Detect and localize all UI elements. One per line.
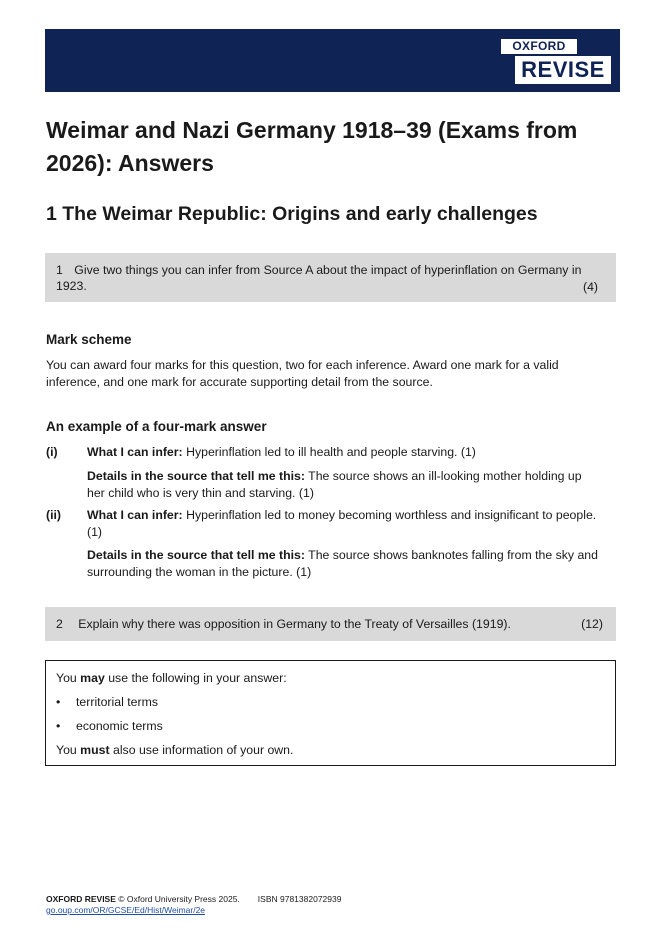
logo-revise-text: REVISE <box>515 56 611 84</box>
footer-isbn: ISBN 9781382072939 <box>257 894 342 904</box>
guidance-outro-bold: must <box>80 743 110 757</box>
guidance-box <box>45 660 616 766</box>
oxford-revise-logo <box>501 39 611 84</box>
guidance-intro-pre: You <box>56 671 81 685</box>
mark-scheme-heading: Mark scheme <box>46 332 132 347</box>
footer-brand: OXFORD REVISE <box>46 894 116 904</box>
question-number: 1 <box>56 263 63 277</box>
bullet-item: economic terms <box>76 719 163 733</box>
logo-oxford-text: OXFORD <box>501 39 577 54</box>
header-banner <box>45 29 620 92</box>
guidance-outro-pre: You <box>56 743 81 757</box>
details-label: Details in the source that tell me this: <box>87 469 305 483</box>
inference-label: What I can infer: <box>87 508 183 522</box>
document-title: Weimar and Nazi Germany 1918–39 (Exams from 2026): Answers <box>46 117 578 176</box>
guidance-outro-post: also use information of your own. <box>109 743 294 757</box>
bullet-item: territorial terms <box>76 695 158 709</box>
guidance-intro-post: use the following in your answer: <box>104 671 287 685</box>
page-footer <box>46 894 341 916</box>
bullet-icon: • <box>56 719 61 733</box>
bullet-icon: • <box>56 695 61 709</box>
example-heading: An example of a four-mark answer <box>46 419 267 434</box>
question-text: Explain why there was opposition in Germany to the Treaty of Versailles (1919). <box>78 617 511 631</box>
footer-copyright: © Oxford University Press 2025. <box>115 894 240 904</box>
mark-scheme-text: You can award four marks for this question, two for each inference. Award one mark for a valid inference, and one mark for accurate supporting detail from the source. <box>46 358 559 389</box>
inference-text: Hyperinflation led to ill health and people starving. (1) <box>182 445 476 459</box>
question-number: 2 <box>56 617 63 631</box>
guidance-outro <box>56 742 293 759</box>
guidance-intro <box>56 670 287 687</box>
guidance-intro-bold: may <box>80 671 105 685</box>
answer-numeral: (ii) <box>46 508 62 522</box>
question-text: Give two things you can infer from Source A about the impact of hyperinflation on Germany in 1923. <box>56 263 582 293</box>
question-marks: (12) <box>581 617 603 631</box>
footer-link[interactable]: go.oup.com/OR/GCSE/Ed/Hist/Weimar/2e <box>46 905 206 915</box>
details-label: Details in the source that tell me this: <box>87 548 305 562</box>
details-text: The source shows banknotes falling from the sky and surrounding the woman in the picture. (1) <box>87 548 598 579</box>
inference-label: What I can infer: <box>87 445 183 459</box>
question-marks: (4) <box>582 280 598 294</box>
question-1-box <box>45 253 616 302</box>
details-text: The source shows an ill-looking mother holding up her child who is very thin and starving. (1) <box>87 469 582 500</box>
section-title: 1 The Weimar Republic: Origins and early challenges <box>46 203 538 225</box>
inference-text: Hyperinflation led to money becoming worthless and insignificant to people. (1) <box>87 508 597 539</box>
answer-numeral: (i) <box>46 445 58 459</box>
question-2-box <box>45 607 616 641</box>
